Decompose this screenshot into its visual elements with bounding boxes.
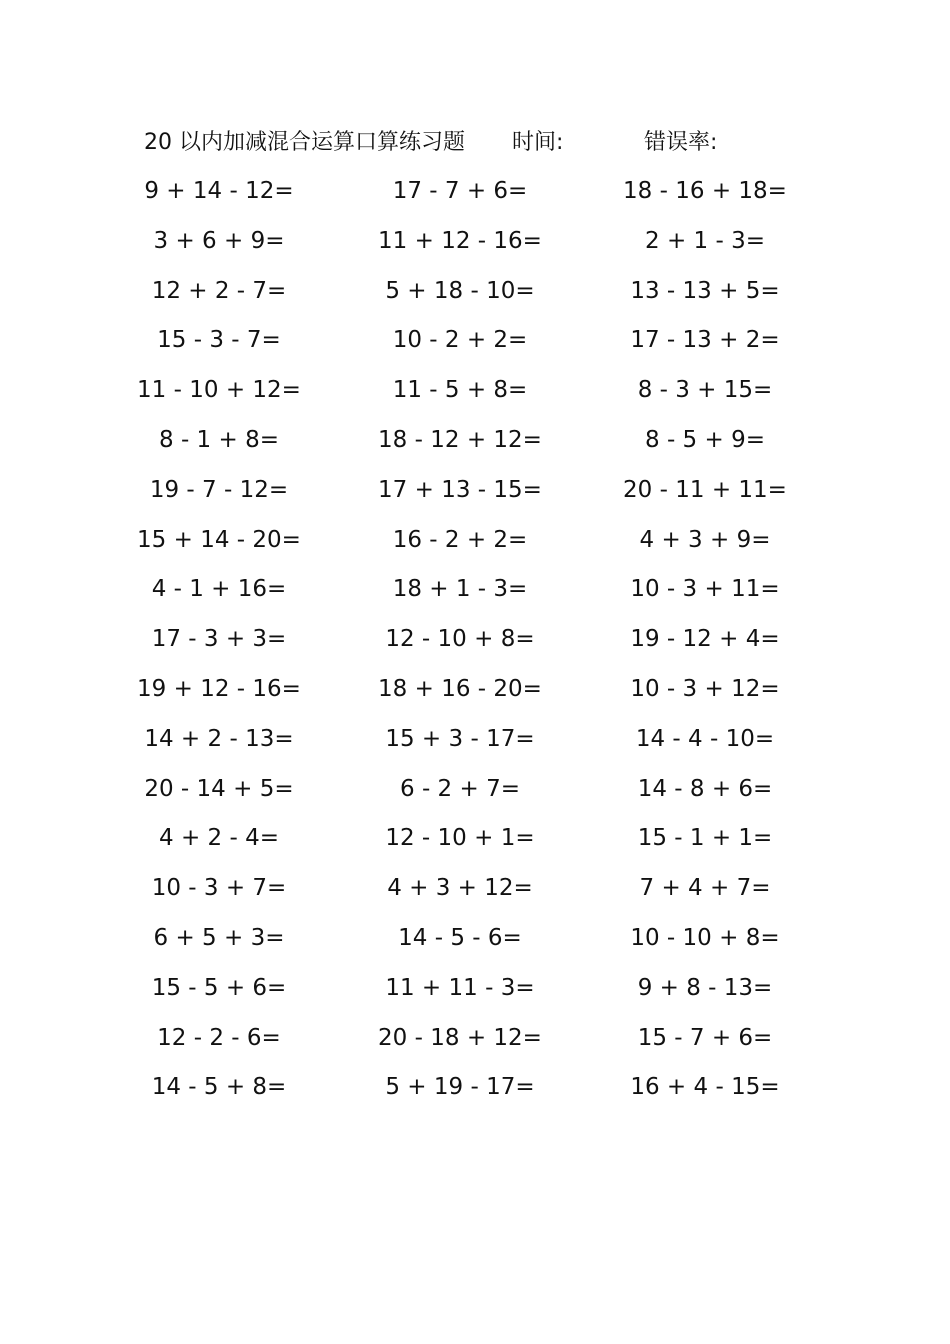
problem-item: 10 - 3 + 12= <box>630 675 780 702</box>
problem-item: 12 + 2 - 7= <box>151 277 287 304</box>
worksheet-header <box>144 126 784 160</box>
problem-item: 15 + 14 - 20= <box>137 526 301 553</box>
problem-item: 18 + 1 - 3= <box>392 576 528 603</box>
problem-item: 11 - 5 + 8= <box>392 377 528 404</box>
problem-item: 15 - 5 + 6= <box>151 974 287 1001</box>
problem-row <box>0 1070 950 1120</box>
problem-item: 15 - 7 + 6= <box>637 1024 773 1051</box>
problem-item: 19 - 7 - 12= <box>149 476 289 503</box>
worksheet-title: 20 以内加减混合运算口算练习题 <box>144 130 465 155</box>
problem-item: 20 - 11 + 11= <box>623 476 787 503</box>
problem-item: 14 + 2 - 13= <box>144 725 294 752</box>
problem-item: 9 + 8 - 13= <box>637 974 773 1001</box>
problem-item: 10 - 10 + 8= <box>630 924 780 951</box>
problem-item: 2 + 1 - 3= <box>645 227 765 254</box>
problem-item: 10 - 3 + 7= <box>151 875 287 902</box>
problem-row <box>0 224 950 274</box>
problem-item: 16 - 2 + 2= <box>392 526 528 553</box>
problem-row <box>0 523 950 573</box>
problem-item: 18 - 16 + 18= <box>623 178 787 204</box>
problem-item: 6 + 5 + 3= <box>153 924 285 951</box>
problem-item: 14 - 5 - 6= <box>398 924 522 951</box>
problem-item: 18 - 12 + 12= <box>378 426 542 453</box>
problem-row <box>0 871 950 921</box>
problem-row <box>0 572 950 622</box>
problem-row <box>0 971 950 1021</box>
problem-row <box>0 323 950 373</box>
problem-item: 10 - 2 + 2= <box>392 327 528 354</box>
problem-row <box>0 921 950 971</box>
problem-item: 12 - 2 - 6= <box>157 1024 281 1051</box>
problem-item: 19 + 12 - 16= <box>137 675 301 702</box>
problem-item: 5 + 19 - 17= <box>385 1074 535 1101</box>
problem-item: 15 - 3 - 7= <box>157 327 281 354</box>
problem-item: 3 + 6 + 9= <box>153 227 285 254</box>
time-label: 时间: <box>512 130 564 155</box>
problem-item: 4 + 3 + 12= <box>387 875 533 902</box>
problem-row <box>0 821 950 871</box>
problem-row <box>0 622 950 672</box>
problem-item: 17 - 7 + 6= <box>392 178 528 204</box>
problem-item: 6 - 2 + 7= <box>400 775 520 802</box>
problem-row <box>0 174 950 224</box>
problem-row <box>0 473 950 523</box>
problem-row <box>0 722 950 772</box>
problem-item: 12 - 10 + 1= <box>385 825 535 852</box>
problem-item: 20 - 18 + 12= <box>378 1024 542 1051</box>
problem-row <box>0 373 950 423</box>
problem-item: 17 - 3 + 3= <box>151 626 287 653</box>
problem-item: 20 - 14 + 5= <box>144 775 294 802</box>
problem-item: 8 - 1 + 8= <box>159 426 279 453</box>
problem-item: 19 - 12 + 4= <box>630 626 780 653</box>
problem-item: 12 - 10 + 8= <box>385 626 535 653</box>
problem-item: 4 + 2 - 4= <box>159 825 279 852</box>
problem-item: 8 - 5 + 9= <box>645 426 765 453</box>
problem-item: 5 + 18 - 10= <box>385 277 535 304</box>
problem-grid <box>0 174 950 1120</box>
problem-item: 4 + 3 + 9= <box>639 526 771 553</box>
problem-row <box>0 274 950 324</box>
problem-item: 4 - 1 + 16= <box>151 576 287 603</box>
problem-item: 15 - 1 + 1= <box>637 825 773 852</box>
problem-item: 10 - 3 + 11= <box>630 576 780 603</box>
problem-item: 8 - 3 + 15= <box>637 377 773 404</box>
problem-item: 13 - 13 + 5= <box>630 277 780 304</box>
problem-item: 14 - 5 + 8= <box>151 1074 287 1101</box>
problem-item: 18 + 16 - 20= <box>378 675 542 702</box>
problem-item: 15 + 3 - 17= <box>385 725 535 752</box>
problem-item: 7 + 4 + 7= <box>639 875 771 902</box>
problem-item: 16 + 4 - 15= <box>630 1074 780 1101</box>
problem-item: 11 + 12 - 16= <box>378 227 542 254</box>
error-rate-label: 错误率: <box>644 130 718 155</box>
problem-row <box>0 672 950 722</box>
problem-row <box>0 772 950 822</box>
problem-row <box>0 1021 950 1071</box>
problem-item: 17 + 13 - 15= <box>378 476 542 503</box>
problem-item: 11 + 11 - 3= <box>385 974 535 1001</box>
problem-item: 14 - 8 + 6= <box>637 775 773 802</box>
problem-row <box>0 423 950 473</box>
problem-item: 9 + 14 - 12= <box>144 178 294 204</box>
problem-item: 11 - 10 + 12= <box>137 377 301 404</box>
problem-item: 14 - 4 - 10= <box>635 725 775 752</box>
problem-item: 17 - 13 + 2= <box>630 327 780 354</box>
